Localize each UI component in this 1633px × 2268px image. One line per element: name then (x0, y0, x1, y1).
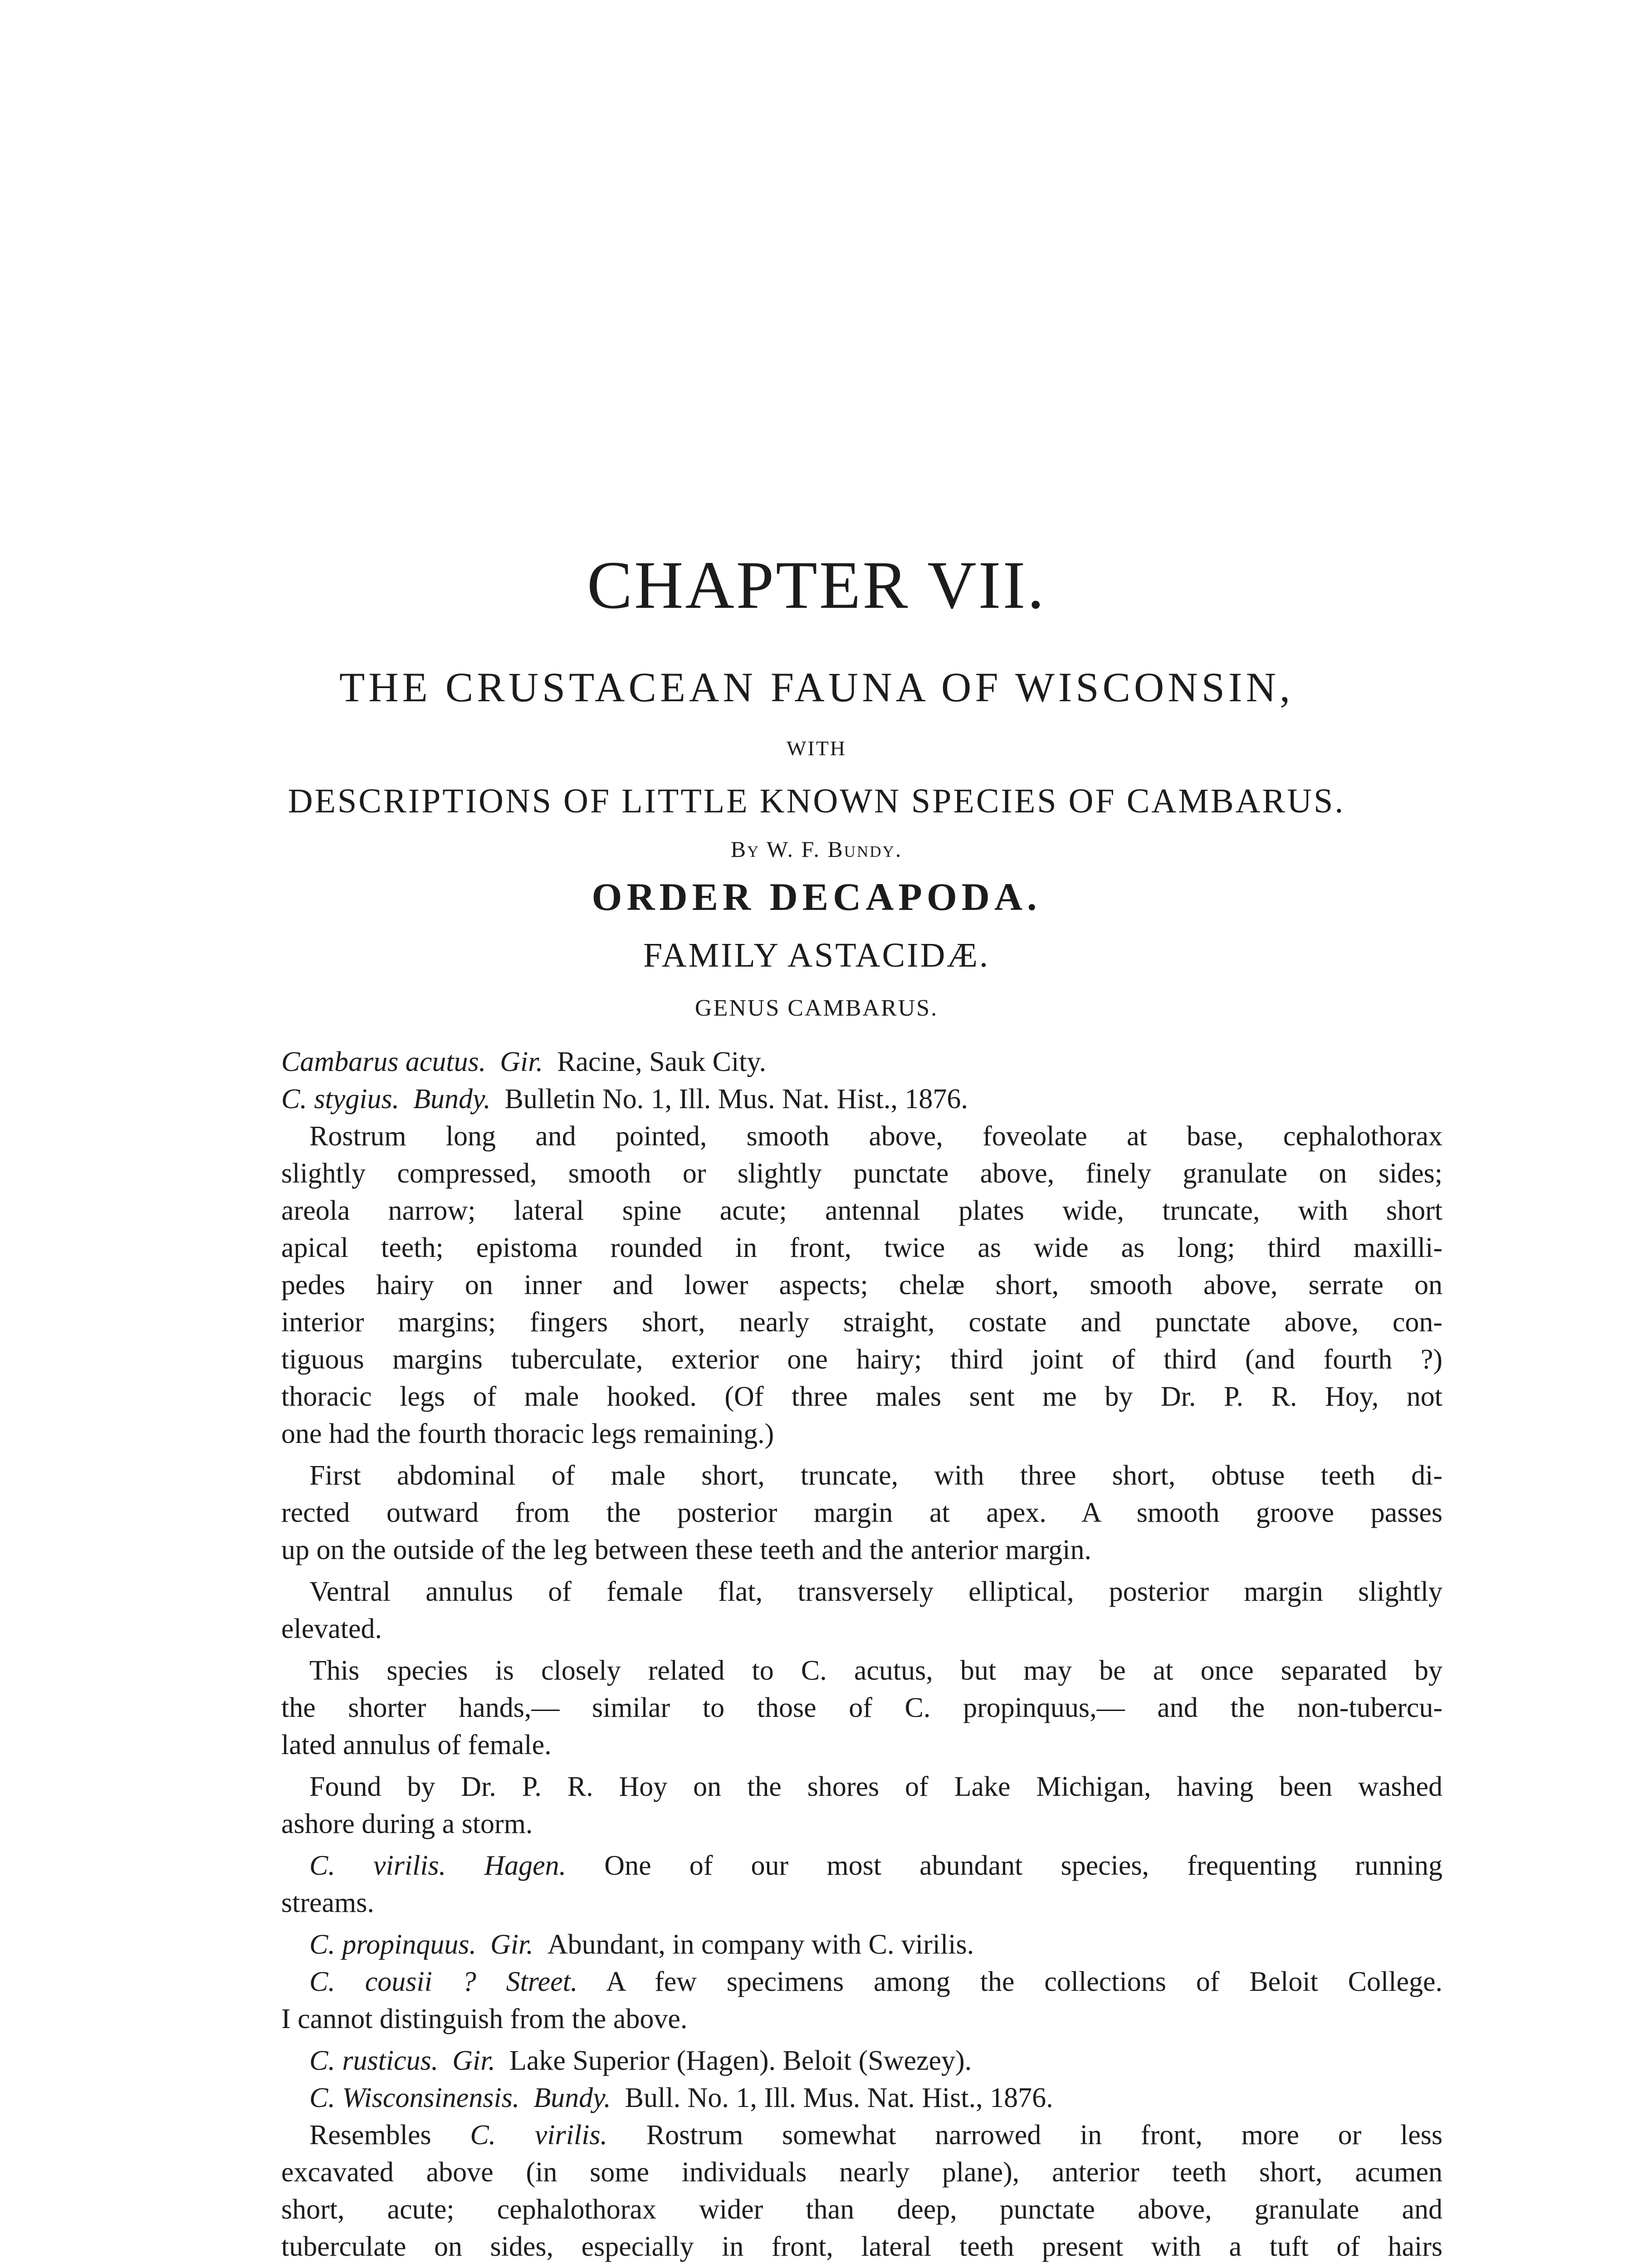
text-line: areola narrow; lateral spine acute; antennal plates wide, truncate, with short (281, 1195, 1442, 1226)
species-author: Bundy. (533, 2082, 611, 2113)
chapter-title: THE CRUSTACEAN FAUNA OF WISCONSIN, (339, 664, 1294, 710)
species-note: Racine, Sauk City. (557, 1046, 766, 1077)
text-line: rected outward from the posterior margin at apex. A smooth groove passes (281, 1497, 1442, 1528)
species-name: C. stygius. (281, 1084, 400, 1114)
species-name: C. cousii ? (309, 1966, 476, 1997)
species-name: C. propinquus. (309, 1929, 477, 1960)
text-line: pedes hairy on inner and lower aspects; chelæ short, smooth above, serrate on (281, 1270, 1442, 1300)
species-author: Street. (506, 1966, 578, 1997)
species-author: Gir. (490, 1929, 533, 1960)
species-author: Hagen. (484, 1850, 567, 1881)
body-text (281, 1043, 1442, 2268)
text-line: tiguous margins tuberculate, exterior one hairy; third joint of third (and fourth ?) (281, 1344, 1442, 1375)
family-heading: FAMILY ASTACIDÆ. (643, 936, 990, 974)
text-line: I cannot distinguish from the above. (281, 2004, 688, 2034)
text-line: interior margins; fingers short, nearly straight, costate and punctate above, con- (281, 1307, 1442, 1338)
author-byline: By W. F. Bundy. (730, 836, 903, 862)
chapter-heading: CHAPTER VII. (587, 547, 1046, 623)
chapter-subtitle: DESCRIPTIONS OF LITTLE KNOWN SPECIES OF CAMBARUS. (288, 782, 1345, 820)
text-line: tuberculate on sides, especially in front, lateral teeth present with a tuft of hairs (281, 2231, 1442, 2262)
species-author: Bundy. (413, 1084, 491, 1114)
species-note: Bull. No. 1, Ill. Mus. Nat. Hist., 1876. (625, 2082, 1053, 2113)
text-span: Rostrum somewhat narrowed in front, more or less (646, 2120, 1443, 2151)
species-name: C. Wisconsinensis. (309, 2082, 520, 2113)
text-line (281, 1043, 1442, 1080)
species-note: Bulletin No. 1, Ill. Mus. Nat. Hist., 1876. (504, 1084, 968, 1114)
species-note: Lake Superior (Hagen). Beloit (Swezey). (509, 2045, 972, 2076)
text-line: Rostrum long and pointed, smooth above, foveolate at base, cephalothorax (309, 1121, 1442, 1152)
text-line: the shorter hands,— similar to those of C. propinquus,— and the non-tubercu- (281, 1692, 1442, 1723)
text-line (281, 2116, 1442, 2154)
text-line: ashore during a storm. (281, 1809, 533, 1839)
text-line (281, 1963, 1442, 2000)
text-line (281, 1847, 1442, 1884)
text-line: Found by Dr. P. R. Hoy on the shores of Lake Michigan, having been washed (309, 1771, 1442, 1802)
text-line (281, 2042, 1442, 2079)
species-name: C. rusticus. (309, 2045, 439, 2076)
species-name: C. virilis. (309, 1850, 446, 1881)
species-note: One of our most abundant species, frequenting running (604, 1850, 1442, 1881)
text-line: streams. (281, 1887, 374, 1918)
text-line (281, 1926, 1442, 1963)
text-line: First abdominal of male short, truncate, with three short, obtuse teeth di- (309, 1460, 1442, 1491)
text-line: short, acute; cephalothorax wider than deep, punctate above, granulate and (281, 2194, 1442, 2225)
title-connector: WITH (786, 737, 847, 760)
species-note: A few specimens among the collections of Beloit College. (606, 1966, 1442, 1997)
text-line: up on the outside of the leg between these teeth and the anterior margin. (281, 1535, 1091, 1565)
text-line: elevated. (281, 1613, 382, 1644)
text-line: Ventral annulus of female flat, transversely elliptical, posterior margin slightly (309, 1576, 1442, 1607)
text-line: apical teeth; epistoma rounded in front, twice as wide as long; third maxilli- (281, 1232, 1442, 1263)
text-line: lated annulus of female. (281, 1730, 552, 1760)
order-heading: ORDER DECAPODA. (592, 875, 1041, 919)
text-line: slightly compressed, smooth or slightly punctate above, finely granulate on sides; (281, 1158, 1442, 1189)
text-span: Resembles (309, 2120, 431, 2151)
species-author: Gir. (452, 2045, 495, 2076)
text-line (281, 2079, 1442, 2116)
text-line: This species is closely related to C. acutus, but may be at once separated by (309, 1655, 1442, 1686)
text-line: one had the fourth thoracic legs remaining.) (281, 1418, 774, 1449)
species-author: Gir. (500, 1046, 543, 1077)
species-name: C. virilis. (470, 2120, 608, 2151)
text-line: excavated above (in some individuals nearly plane), anterior teeth short, acumen (281, 2157, 1442, 2188)
species-note: Abundant, in company with C. virilis. (547, 1929, 974, 1960)
text-line (281, 2265, 1442, 2268)
text-line: thoracic legs of male hooked. (Of three males sent me by Dr. P. R. Hoy, not (281, 1381, 1442, 1412)
species-name: Cambarus acutus. (281, 1046, 486, 1077)
genus-heading: GENUS CAMBARUS. (694, 995, 939, 1021)
text-line (281, 1080, 1442, 1118)
